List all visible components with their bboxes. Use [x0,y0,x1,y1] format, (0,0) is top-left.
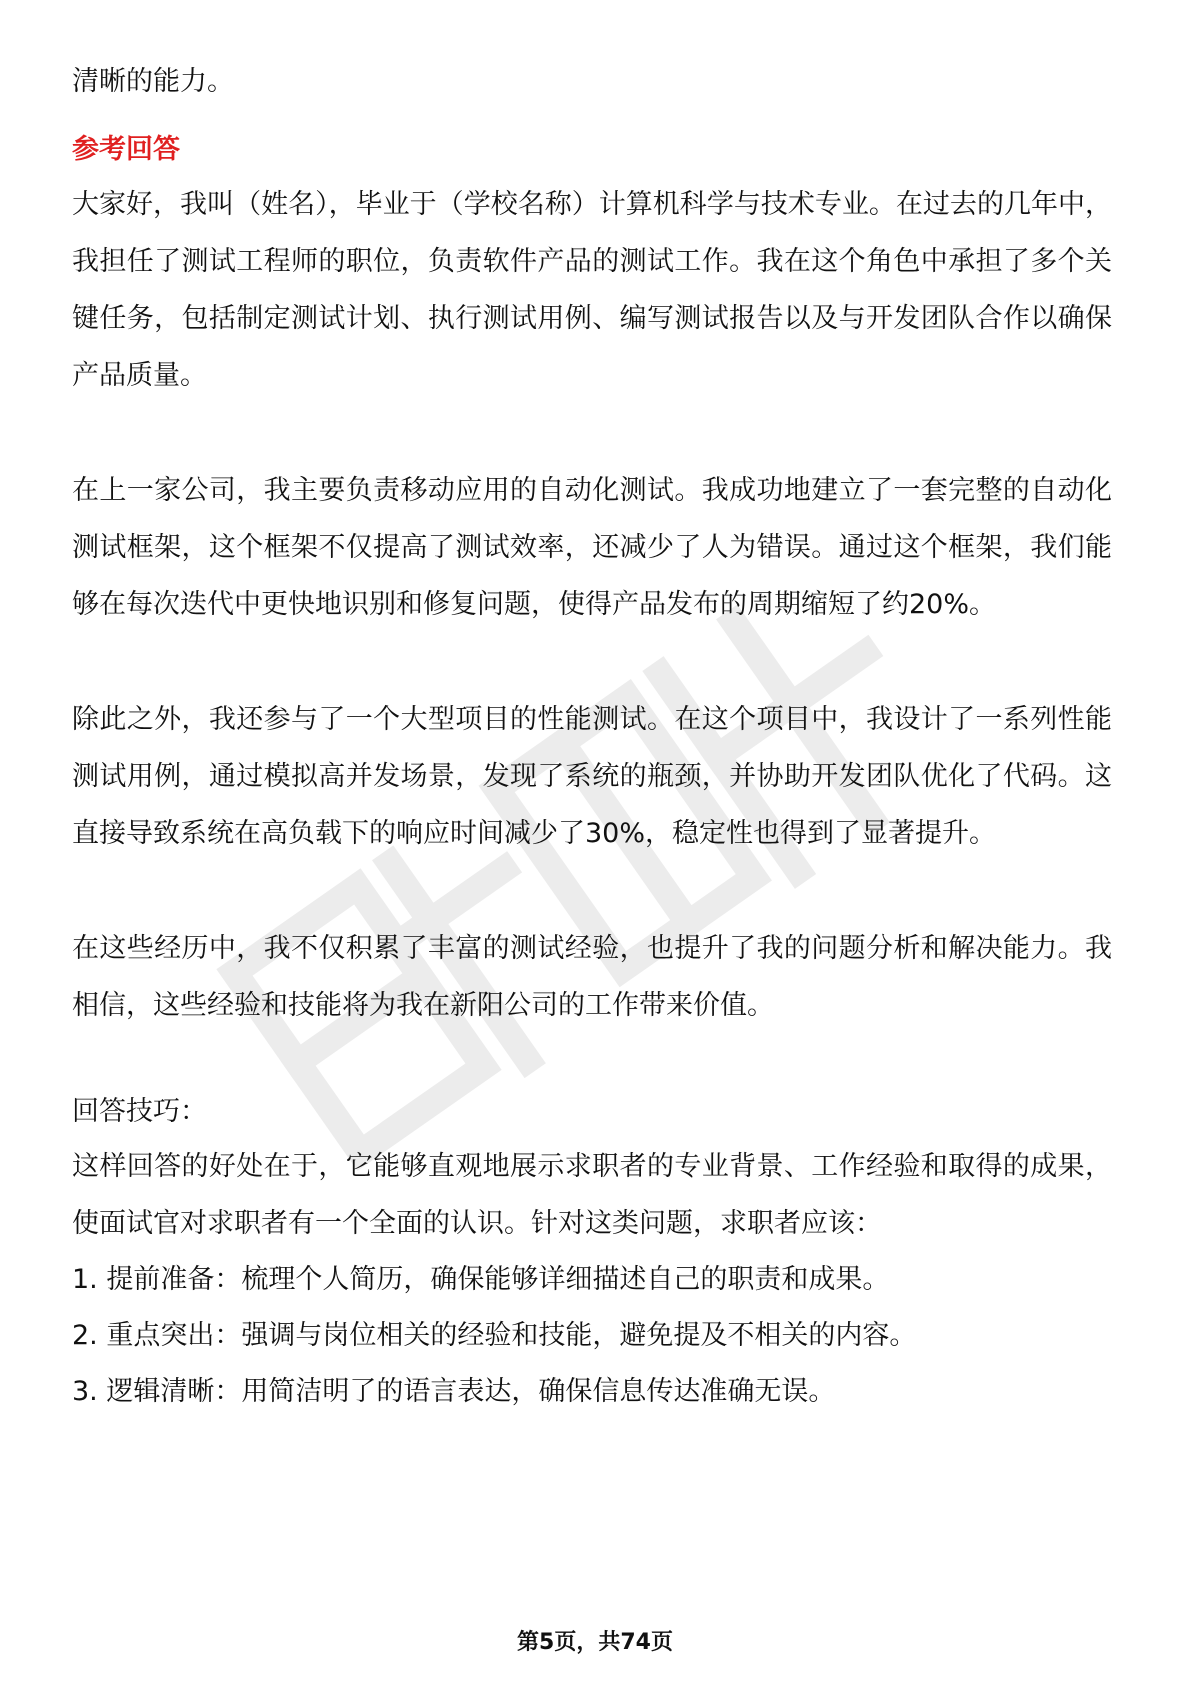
paragraph-spacer [72,1034,1112,1092]
answer-paragraph-4: 在这些经历中，我不仅积累了丰富的测试经验，也提升了我的问题分析和解决能力。我相信，这些经验和技能将为我在新阳公司的工作带来价值。 [72,933,1112,1021]
document-body [72,62,1112,1420]
answer-heading: 参考回答 [72,134,180,165]
answer-paragraph-2: 在上一家公司，我主要负责移动应用的自动化测试。我成功地建立了一套完整的自动化测试框架，这个框架不仅提高了测试效率，还减少了人为错误。通过这个框架，我们能够在每次迭代中更快地识别和修复问题，使得产品发布的周期缩短了约20%。 [72,475,1112,620]
tips-intro: 这样回答的好处在于，它能够直观地展示求职者的专业背景、工作经验和取得的成果，使面试官对求职者有一个全面的认识。针对这类问题，求职者应该： [72,1151,1112,1239]
tips-title: 回答技巧： [72,1096,207,1127]
paragraph-spacer [72,633,1112,691]
tips-item-1: 1. 提前准备：梳理个人简历，确保能够详细描述自己的职责和成果。 [72,1264,890,1295]
tips-item-2: 2. 重点突出：强调与岗位相关的经验和技能，避免提及不相关的内容。 [72,1320,917,1351]
answer-paragraph-1: 大家好，我叫（姓名），毕业于（学校名称）计算机科学与技术专业。在过去的几年中，我担任了测试工程师的职位，负责软件产品的测试工作。我在这个角色中承担了多个关键任务，包括制定测试计划、执行测试用例、编写测试报告以及与开发团队合作以确保产品质量。 [72,189,1112,391]
page-number-footer: 第5页，共74页 [517,1630,673,1655]
paragraph-spacer [72,862,1112,920]
tips-item-3: 3. 逻辑清晰：用简洁明了的语言表达，确保信息传达准确无误。 [72,1376,836,1407]
intro-tail-text: 清晰的能力。 [72,66,234,97]
paragraph-spacer [72,404,1112,462]
answer-paragraph-3: 除此之外，我还参与了一个大型项目的性能测试。在这个项目中，我设计了一系列性能测试用例，通过模拟高并发场景，发现了系统的瓶颈，并协助开发团队优化了代码。这直接导致系统在高负载下的响应时间减少了30%，稳定性也得到了显著提升。 [72,704,1112,849]
